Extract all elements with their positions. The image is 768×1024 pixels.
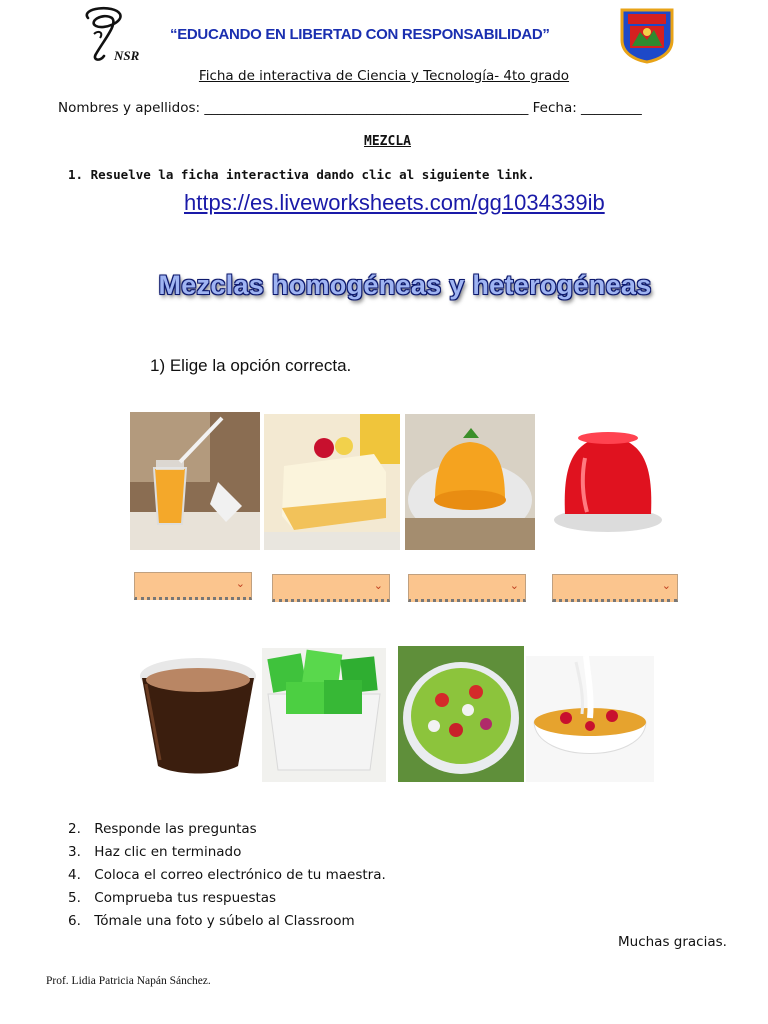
answer-dropdown-1[interactable] [134,572,252,600]
worksheet-subtitle: Ficha de interactiva de Ciencia y Tecnología- 4to grado [198,68,570,84]
school-crest-right [618,6,676,64]
list-item: 2. Responde las preguntas [68,821,257,837]
liveworksheets-link[interactable]: https://es.liveworksheets.com/gg1034339ib [184,190,605,215]
name-date-field[interactable]: Nombres y apellidos: ________________________________________________ Fecha: _________ [58,100,642,116]
photo-red-jelly [545,418,671,550]
chevron-down-icon: ⌄ [661,579,671,592]
steps-list [68,818,386,933]
list-item: 3. Haz clic en terminado [68,844,242,860]
school-logo-left [74,4,164,68]
logo-initials: NSR [114,48,140,63]
photo-chocolate-milk [136,648,258,778]
step-1-instruction: 1. Resuelve la ficha interactiva dando clic al siguiente link. [68,167,535,182]
chevron-down-icon: ⌄ [509,579,519,592]
list-item: 5. Comprueba tus respuestas [68,890,277,906]
thanks-text: Muchas gracias. [618,934,727,950]
photo-orange-juice [130,412,260,550]
photo-salad [398,646,524,782]
photo-cheesecake [264,414,400,550]
chevron-down-icon: ⌄ [373,579,383,592]
list-item: 4. Coloca el correo electrónico de tu maestra. [68,867,386,883]
worksheet-banner: Mezclas homogéneas y heterogéneas [158,270,652,300]
list-item: 6. Tómale una foto y súbelo al Classroom [68,913,355,929]
answer-dropdown-2[interactable] [272,574,390,602]
section-title: MEZCLA [364,134,411,149]
photo-cereal-milk [526,656,654,782]
answer-dropdown-3[interactable] [408,574,526,602]
photo-green-jelly [262,648,386,782]
chevron-down-icon: ⌄ [235,577,245,590]
school-motto: “EDUCANDO EN LIBERTAD CON RESPONSABILIDAD” [170,26,550,43]
photo-mango-jelly [405,414,535,550]
answer-dropdown-4[interactable] [552,574,678,602]
teacher-name: Prof. Lidia Patricia Napán Sánchez. [46,975,211,987]
question-heading: 1) Elige la opción correcta. [150,356,352,375]
